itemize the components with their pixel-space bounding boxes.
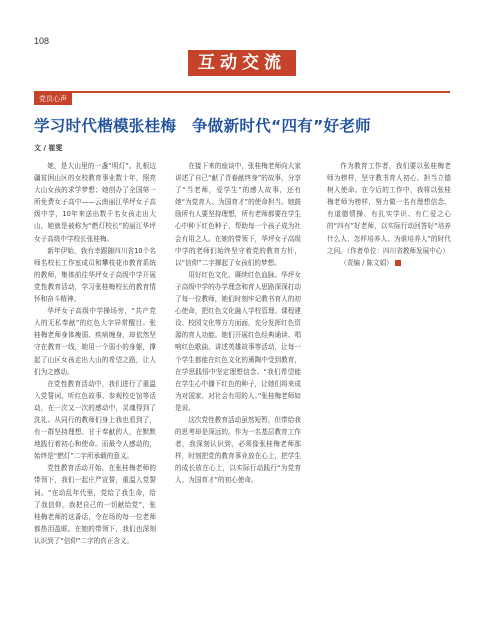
paragraph: 在党性教育活动中，我们进行了重温入党誓词、听红色故事、参观校史馆等活动，在一次又一次的感动中，灵魂得到了洗礼。从同行的教师们身上我也看到了，有一群坚持理想、甘于奉献的人，在默默地践行着初心和使命。而最令人感动的，始终是“燃灯”二字所承载的意义。 <box>34 379 156 461</box>
end-mark-icon <box>395 260 401 266</box>
paragraph: 用好红色文化，赓续红色血脉。华坪女子高级中学的办学理念和育人思路深深打动了每一位教师，她们时刻牢记教书育人的初心使命，把红色文化融入学校管理、课程建设、校园文化等方方面面，充分发挥红色资源的育人功能。她们开展红色经典诵读、唱响红色歌曲、讲述英雄故事等活动，让每一个学生都能在红色文化的熏陶中受到教育，在学思践悟中坚定理想信念。“我们希望能在学生心中播下红色的种子，让她们将来成为对国家、对社会有用的人。”张桂梅老师如是说。 <box>175 270 301 412</box>
editor-credit: （责编 / 陈文娟） <box>340 258 393 267</box>
paragraph: 她，是大山里的一盏“明灯”。扎根边疆贫困山区的女校教育事业数十年，照亮大山女孩的求学梦想；她创办了全国第一所免费女子高中——云南丽江华坪女子高级中学，10年来送出数千名女孩走出大山，她就是被称为“燃灯校长”的丽江华坪女子高级中学校长张桂梅。 <box>34 162 156 243</box>
paragraph: 新年伊始，我有幸跟随四川省10个名师名校长工作室成员和攀枝花市教育系统的教师，集体前往华坪女子高级中学开展党性教育活动，学习张桂梅校长的教育情怀和奋斗精神。 <box>34 246 156 304</box>
page-number: 108 <box>34 36 50 46</box>
section-tag: 党员心声 <box>34 93 72 105</box>
paragraph: 作为教育工作者，我们要以张桂梅老师为榜样，坚守教书育人初心，担当立德树人使命。在今后的工作中，我将以张桂梅老师为榜样，努力做一名有理想信念、有道德情操、有扎实学识、有仁爱之心的“四有”好老师，以实际行动回答好“培养什么人、怎样培养人、为谁培养人”的时代之问。（作者单位：四川省教师发展中心） <box>327 162 451 255</box>
paragraph: 党性教育活动开始，在张桂梅老师的带领下，我们一起庄严宣誓，重温入党誓词。“在动乱年代里，党给了我生命，给了我信仰，我把自己的一切献给党”，张桂梅老师的这番话，令在场的每一位老师都热泪盈眶。在她的带领下，我们也深刻认识到了“信仰”二字的真正含义。 <box>34 464 156 545</box>
paragraph: 在接下来的座谈中，张桂梅老师向大家讲述了自己“献了青春献终身”的故事，分享了“当老师，爱学生”的感人故事，还有她“为党育人、为国育才”的使命担当。她鼓励所有人要坚持理想，所有老师都要在学生心中种下红色种子，帮助每一个孩子成为社会有用之人。在她的带领下，华坪女子高级中学的老师们始终坚守着党的教育方针，以“信仰”二字撑起了女孩们的梦想。 <box>175 162 301 267</box>
header-rule <box>34 91 450 93</box>
article-column-3 <box>327 160 451 269</box>
article-byline: 文 / 崔雯 <box>34 144 63 152</box>
article-column-2 <box>175 160 301 487</box>
article-headline: 学习时代楷模张桂梅 争做新时代“四有”好老师 <box>34 117 371 135</box>
paragraph: 这次党性教育活动虽然短暂，但带给我的思考却是深远的。作为一名基层教育工作者，我深刻认识到，必须像张桂梅老师那样，时刻把党的教育事业放在心上，把学生的成长放在心上，以实际行动践行“为党育人、为国育才”的初心使命。 <box>175 415 301 485</box>
article-column-1 <box>34 160 156 547</box>
section-banner: 互动交流 <box>188 50 296 76</box>
paragraph: 华坪女子高级中学操场旁，“共产党人的无私奉献”的红色大字异常醒目。张桂梅老师身体瘦弱、疾病缠身，却依然坚守在教育一线，她用一个弱小的身躯，撑起了山区女孩走出大山的希望之路，让人们为之感动。 <box>34 307 156 376</box>
paragraph-editor <box>327 257 451 269</box>
